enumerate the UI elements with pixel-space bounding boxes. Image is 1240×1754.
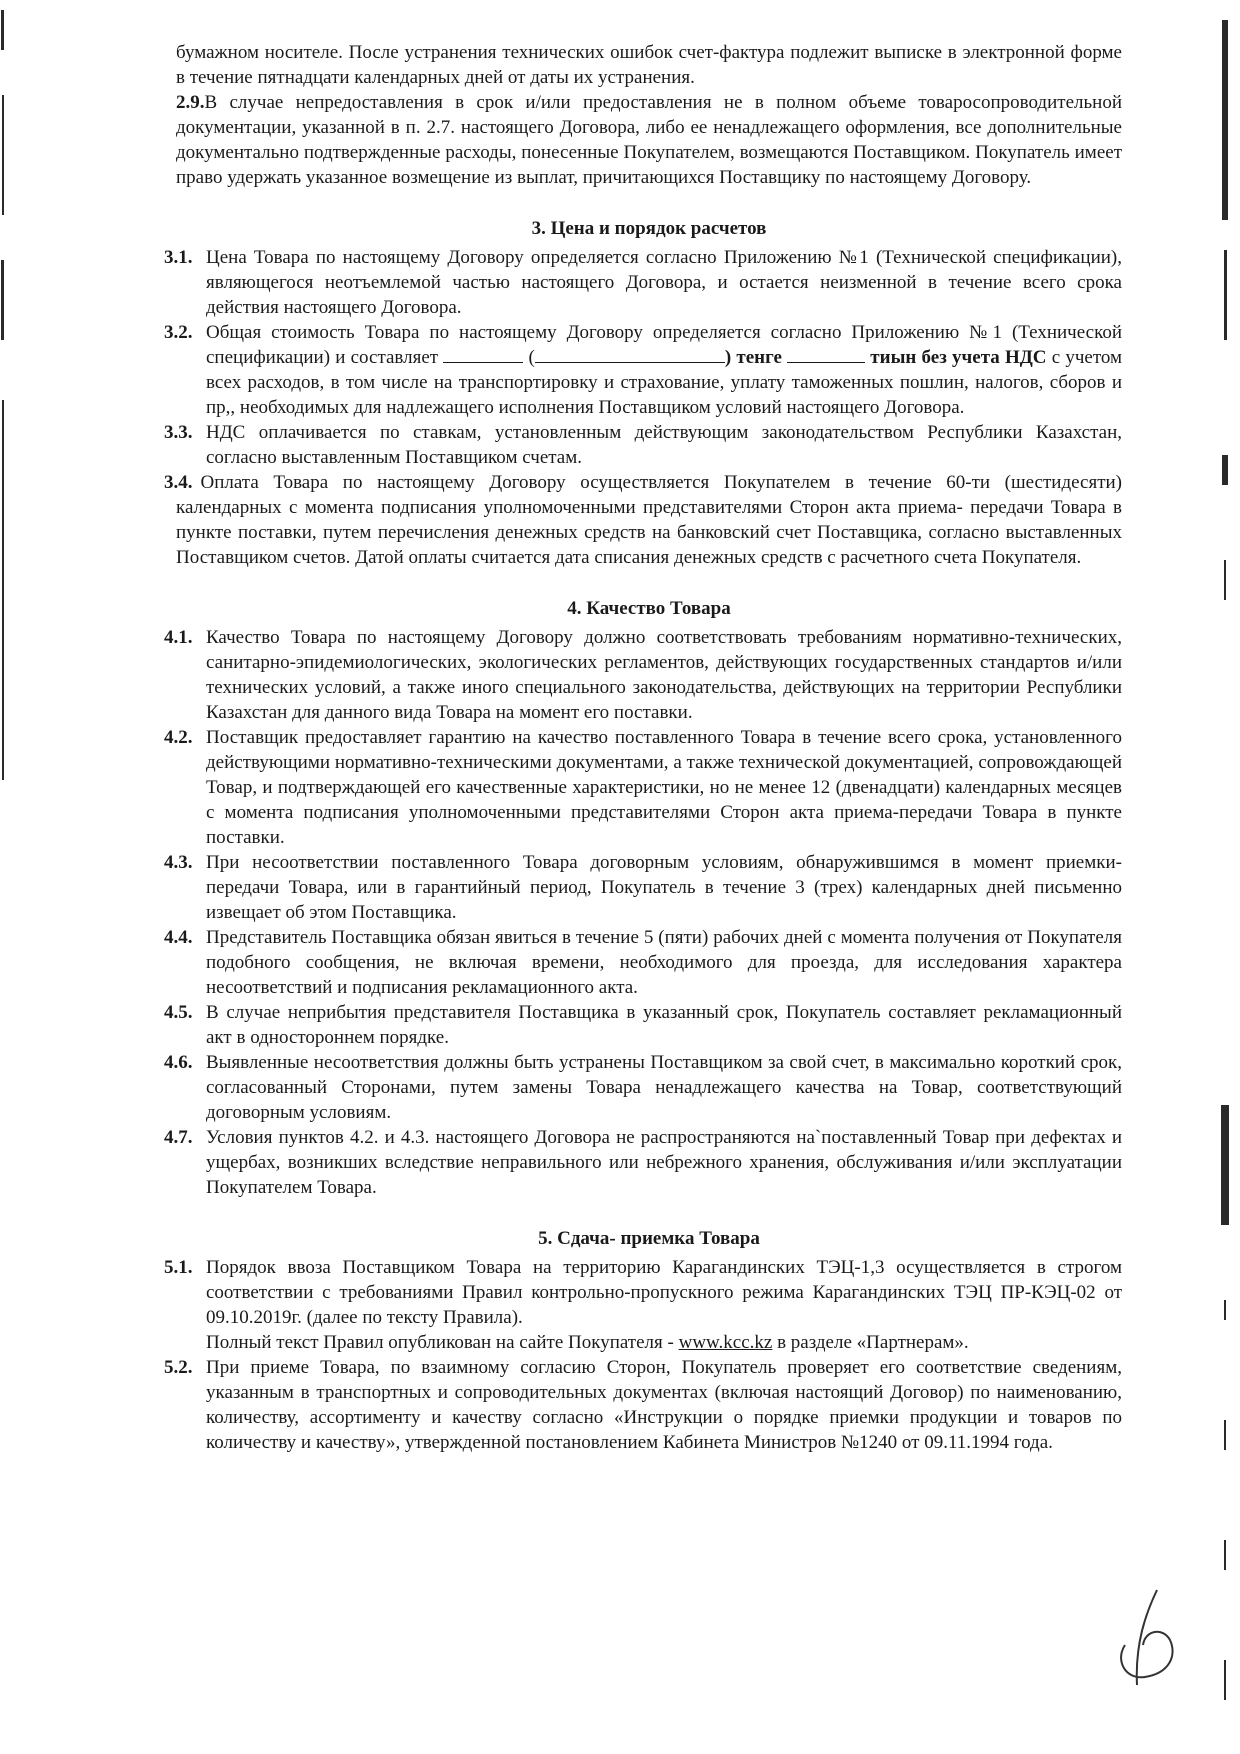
section-3-title: 3. Цена и порядок расчетов	[531, 218, 767, 239]
clause-4-3-number: 4.3.	[164, 852, 193, 873]
tiyn-blank	[787, 346, 865, 363]
clause-4-3	[164, 850, 1122, 925]
clause-4-7-text: Условия пунктов 4.2. и 4.3. настоящего Договора не распространяются на`поставленный Товар при дефектах и ущербах, возникших вследствие неправильного или небрежного хранения, обслуживания и/или эксплуатации Покупателем Товара.	[206, 1127, 1122, 1198]
clause-3-2-bold: тиын без учета НДС	[870, 347, 1047, 368]
clause-3-2-text-b: с учетом всех расходов, в том числе на транспортировку и страхование, уплату таможенных пошлин, налогов, сборов и пр,, необходимых для надлежащего исполнения Поставщиком условий настоящего Договора.	[206, 347, 1123, 418]
clause-4-5-text: В случае неприбытия представителя Поставщика в указанный срок, Покупатель составляет рекламационный акт в одностороннем порядке.	[206, 1002, 1122, 1048]
scan-edge-left	[0, 0, 8, 1754]
clause-4-6-number: 4.6.	[164, 1052, 193, 1073]
clause-5-1	[164, 1255, 1122, 1355]
tenge-label: тенге	[736, 347, 782, 368]
clause-5-1-cont-a: Полный текст Правил опубликован на сайте Покупателя -	[206, 1332, 674, 1353]
clause-4-7-number: 4.7.	[164, 1127, 193, 1148]
clause-4-3-text: При несоответствии поставленного Товара договорным условиям, обнаружившимся в момент приемки-передачи Товара, или в гарантийный период, Покупатель в течение 3 (трех) календарных дней письменно извещает об этом Поставщика.	[206, 852, 1122, 923]
clause-3-3-number: 3.3.	[164, 422, 193, 443]
clause-3-2-body	[206, 320, 1122, 420]
clause-4-7	[164, 1125, 1122, 1200]
clause-4-2-text: Поставщик предоставляет гарантию на качество поставленного Товара в течение всего срока, установленного действующими нормативно-техническими документами, а также технической документацией, сопровождающей Товар, и подтверждающей его качественные характеристики, но не менее 12 (двенадцати) календарных месяцев с момента подписания уполномоченными представителями Сторон акта приема-передачи Товара в пункте поставки.	[206, 727, 1122, 848]
clause-4-4-number: 4.4.	[164, 927, 193, 948]
paren-close: )	[724, 347, 732, 368]
clause-5-1-number: 5.1.	[164, 1257, 193, 1278]
clause-5-1-body	[206, 1255, 1122, 1355]
clause-4-5	[164, 1000, 1122, 1050]
clause-4-6-text: Выявленные несоответствия должны быть устранены Поставщиком за свой счет, в максимально короткий срок, согласованный Сторонами, путем замены Товара ненадлежащего качества на Товар, соответствующий договорным условиям.	[206, 1052, 1122, 1123]
clause-3-1-number: 3.1.	[164, 247, 193, 268]
amount-words-blank	[535, 346, 725, 363]
website-link[interactable]: www.kcc.kz	[678, 1332, 773, 1353]
section-4-title: 4. Качество Товара	[567, 598, 731, 619]
amount-blank	[443, 346, 523, 363]
clause-3-2-text-a: Общая стоимость Товара по настоящему Договору определяется согласно Приложению №1 (Технической спецификации) и составляет	[206, 322, 1122, 368]
clause-3-2-number: 3.2.	[164, 322, 193, 343]
clause-4-1-number: 4.1.	[164, 627, 193, 648]
paren-open: (	[528, 347, 535, 368]
clause-3-4-text: Оплата Товара по настоящему Договору осуществляется Покупателем в течение 60-ти (шестидесяти) календарных с момента подписания уполномоченными представителями Сторон акта приема- передачи Товара в пункте поставки, путем перечисления денежных средств на банковский счет Поставщика, согласно выставленных Поставщиком счетов. Датой оплаты считается дата списания денежных средств с расчетного счета Покупателя.	[176, 472, 1122, 568]
clause-2-9-text: В случае непредоставления в срок и/или предоставления не в полном объеме товаросопроводительной документации, указанной в п. 2.7. настоящего Договора, либо ее ненадлежащего оформления, все дополнительные документально подтвержденные расходы, понесенные Покупателем, возмещаются Поставщиком. Покупатель имеет право удержать указанное возмещение из выплат, причитающихся Поставщику по настоящему Договору.	[176, 92, 1122, 188]
clause-5-2-text: При приеме Товара, по взаимному согласию Сторон, Покупатель проверяет его соответствие сведениям, указанным в транспортных и сопроводительных документах (включая настоящий Договор) по наименованию, количеству, ассортименту и качеству согласно «Инструкции о порядке приемки продукции и товаров по количеству и качеству», утвержденной постановлением Кабинета Министров №1240 от 09.11.1994 года.	[206, 1357, 1122, 1453]
clause-4-6	[164, 1050, 1122, 1125]
clause-4-1-text: Качество Товара по настоящему Договору должно соответствовать требованиям нормативно-технических, санитарно-эпидемиологических, экологических регламентов, действующих государственных стандартов и/или технических условий, а также иного специального законодательства, действующих на территории Республики Казахстан для данного вида Товара на момент его поставки.	[206, 627, 1122, 723]
clause-3-3	[164, 420, 1122, 470]
clause-3-4-number: 3.4.	[164, 472, 193, 493]
clause-3-3-text: НДС оплачивается по ставкам, установленным действующим законодательством Республики Казахстан, согласно выставленным Поставщиком счетам.	[206, 422, 1122, 468]
clause-5-2	[164, 1355, 1122, 1455]
clause-4-2	[164, 725, 1122, 850]
scan-barcode-strip	[1218, 0, 1240, 1754]
clause-4-1	[164, 625, 1122, 725]
clause-3-1	[164, 245, 1122, 320]
clause-4-2-number: 4.2.	[164, 727, 193, 748]
intro-paragraph: бумажном носителе. После устранения технических ошибок счет-фактура подлежит выписке в электронной форме в течение пятнадцати календарных дней от даты их устранения.	[176, 42, 1122, 88]
clause-3-2	[164, 320, 1122, 420]
clause-5-1-text: Порядок ввоза Поставщиком Товара на территорию Карагандинских ТЭЦ-1,3 осуществляется в строгом соответствии с требованиями Правил контрольно-пропускного режима Карагандинских ТЭЦ ПР-КЭЦ-02 от 09.10.2019г. (далее по тексту Правила).	[206, 1257, 1122, 1328]
clause-2-9	[176, 90, 1122, 190]
clause-5-1-cont-b: в разделе «Партнерам».	[777, 1332, 969, 1353]
document-page	[164, 40, 1123, 1455]
clause-5-2-number: 5.2.	[164, 1357, 193, 1378]
section-5-title: 5. Сдача- приемка Товара	[538, 1228, 760, 1249]
clause-4-4	[164, 925, 1122, 1000]
clause-3-4	[164, 470, 1122, 570]
clause-4-5-number: 4.5.	[164, 1002, 193, 1023]
clause-2-9-number: 2.9.	[176, 92, 205, 113]
clause-3-1-text: Цена Товара по настоящему Договору определяется согласно Приложению №1 (Технической спецификации), являющегося неотъемлемой частью настоящего Договора, и остается неизменной в течение всего срока действия настоящего Договора.	[206, 247, 1122, 318]
signature-mark	[1115, 1585, 1185, 1695]
clause-4-4-text: Представитель Поставщика обязан явиться в течение 5 (пяти) рабочих дней с момента получения от Покупателя подобного сообщения, не включая времени, необходимого для проезда, для исследования характера несоответствий и подписания рекламационного акта.	[206, 927, 1122, 998]
